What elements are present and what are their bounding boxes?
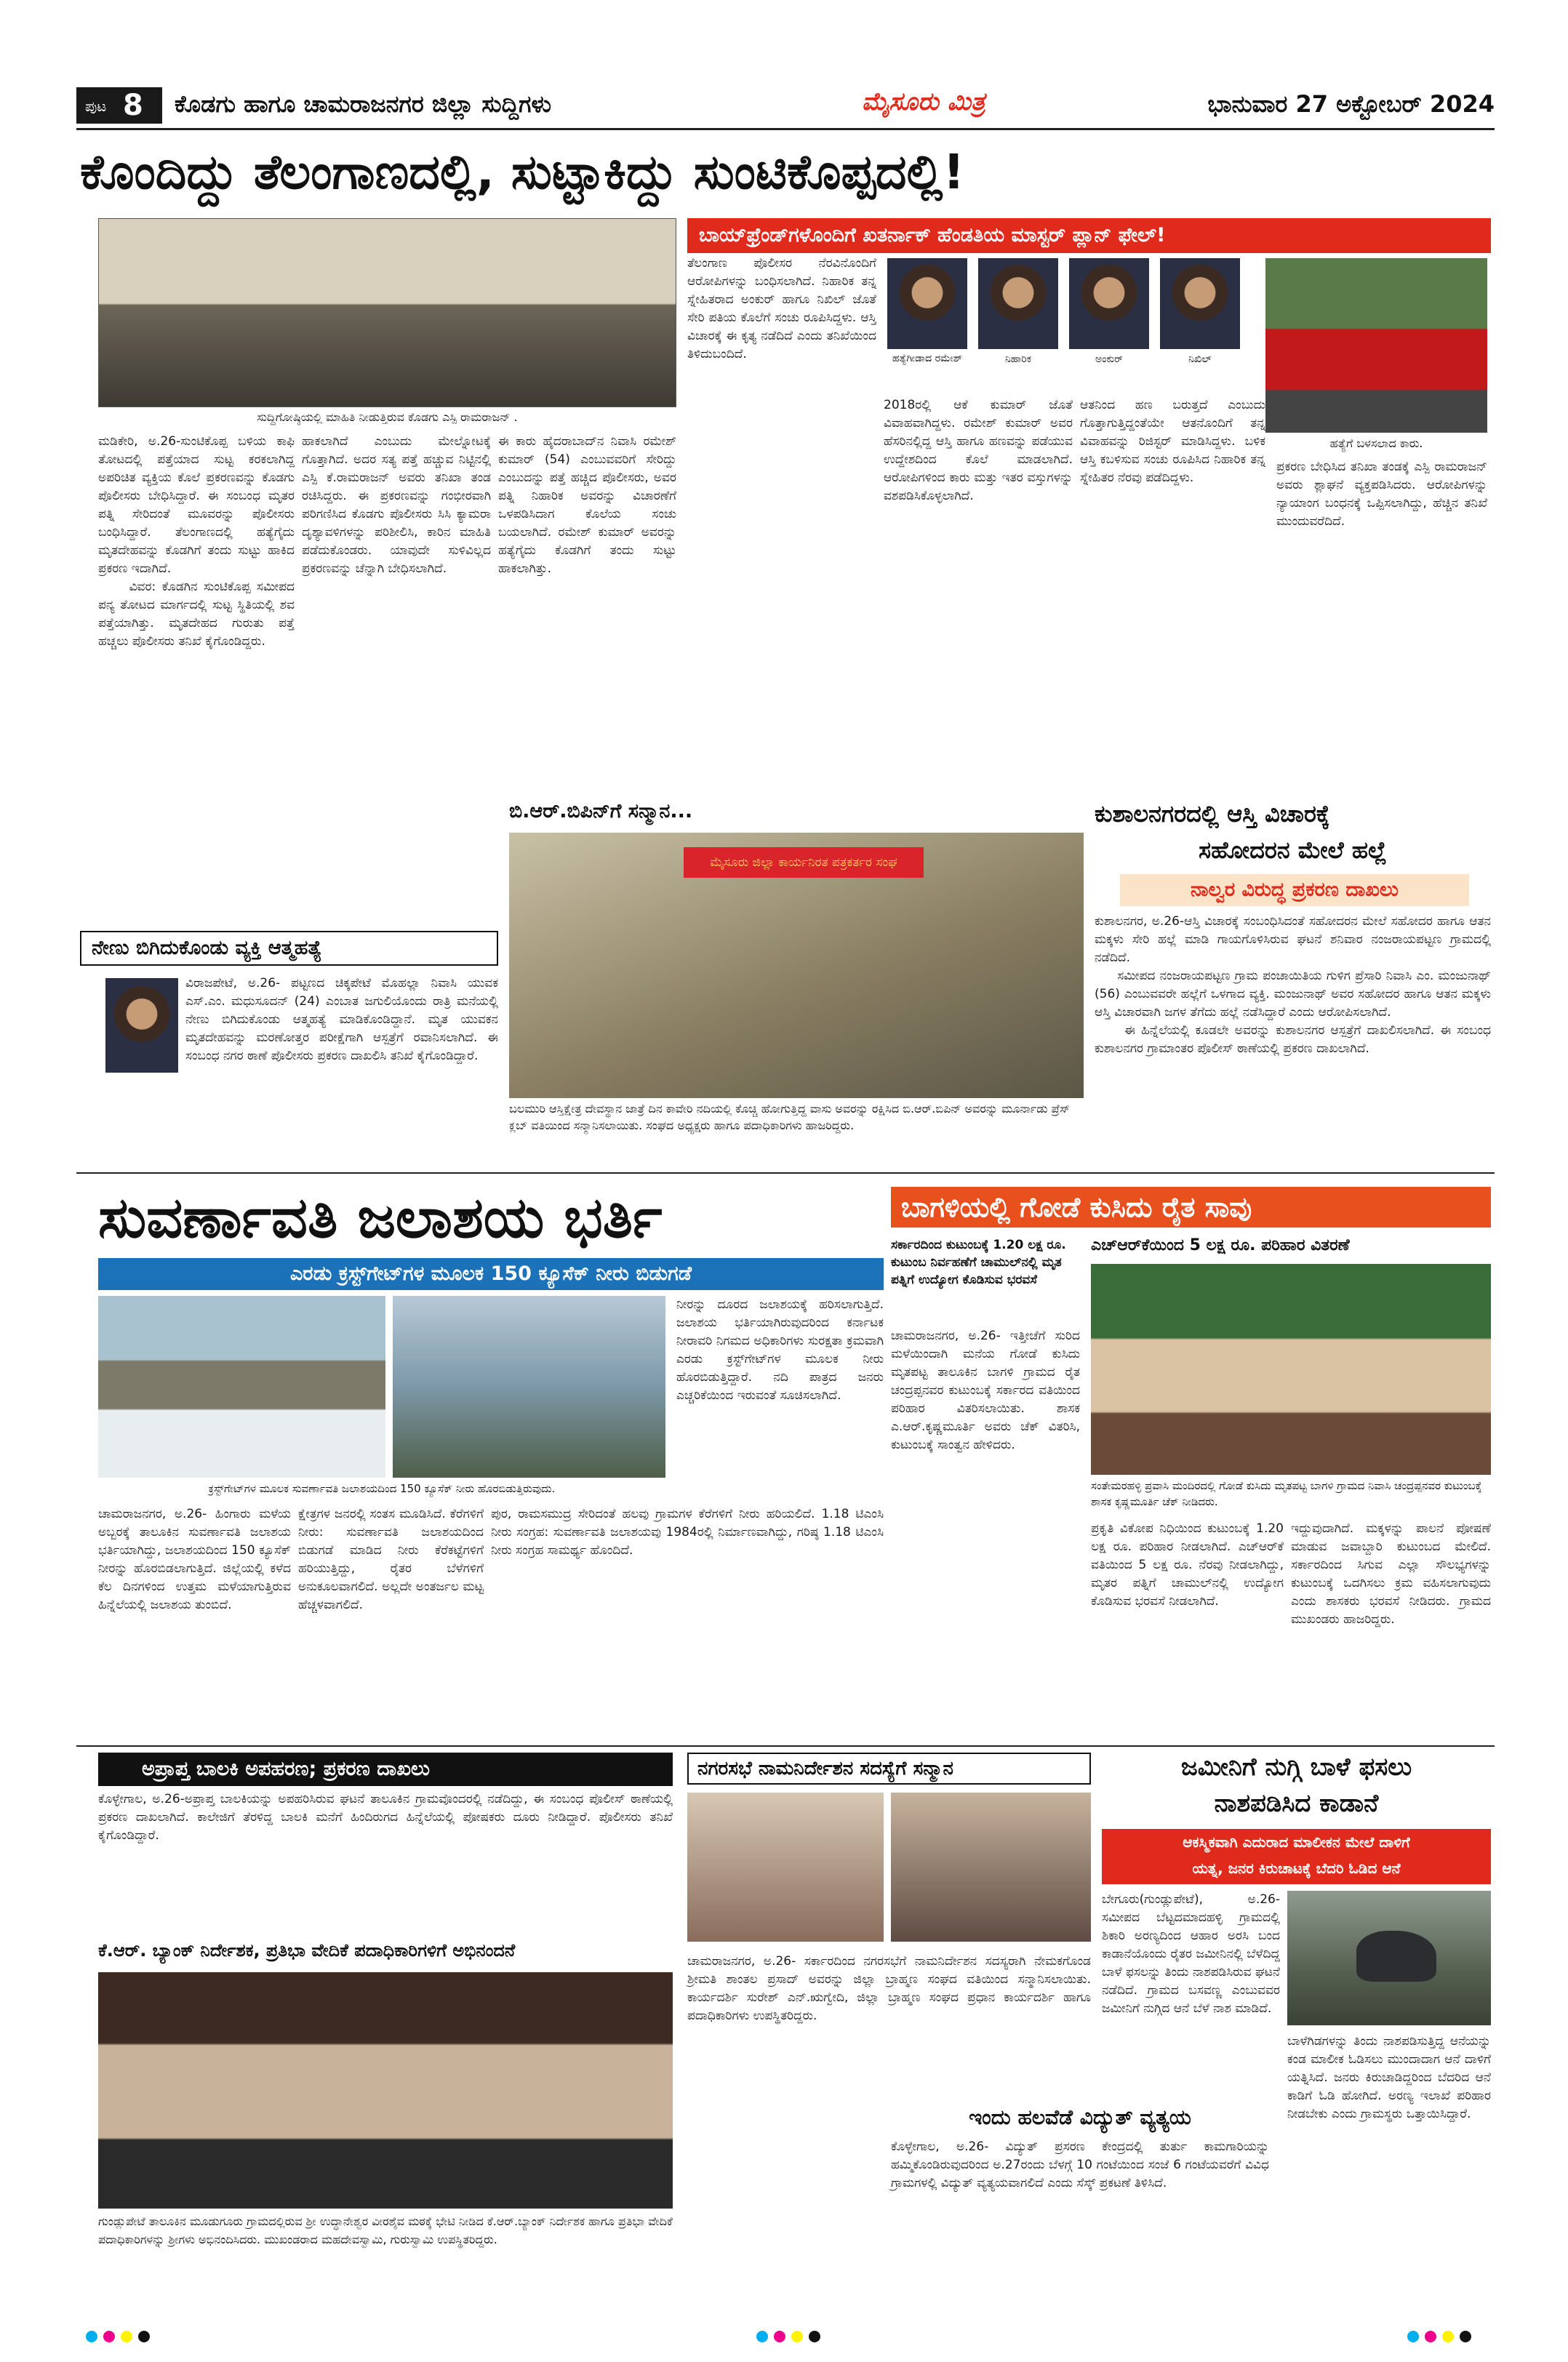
farmer-body-1: ಚಾಮರಾಜನಗರ, ಅ.26- ಇತ್ತೀಚೆಗೆ ಸುರಿದ ಮಳೆಯಿಂದಾಗಿ ಮನೆಯ ಗೋಡೆ ಕುಸಿದು ಮೃತಪಟ್ಟ ತಾಲೂಕಿನ ಬಾಗಳಿ ಗ್ರಾಮದ ರೈತ ಚಂದ್ರಪ್ಪನವರ ಕುಟುಂಬಕ್ಕೆ ಸರ್ಕಾರದ ವತಿಯಿಂದ ಪರಿಹಾರ ವಿತರಿಸಲಾಯಿತು. ಶಾಸಕ ಎ.ಆರ್.ಕೃಷ್ಣಮೂರ್ತಿ ಅವರು ಚೆಕ್ ವಿತರಿಸಿ, ಕುಟುಂಬಕ್ಕೆ ಸಾಂತ್ವನ ಹೇಳಿದರು. <box>891 1329 1084 1452</box>
banana-subhead <box>1102 1829 1491 1884</box>
dam-photo-2 <box>393 1296 665 1478</box>
masthead <box>76 86 1495 127</box>
council-headline: ನಗರಸಭೆ ನಾಮನಿರ್ದೇಶನ ಸದಸ್ಯೆಗೆ ಸನ್ಮಾನ <box>687 1753 1091 1785</box>
car-caption: ಹತ್ಯೆಗೆ ಬಳಸಲಾದ ಕಾರು. <box>1329 436 1423 450</box>
section-divider <box>76 1745 1495 1747</box>
mugshot-3 <box>1069 258 1149 367</box>
paper-logo: ಮೈಸೂರು ಮಿತ್ರ <box>862 87 985 116</box>
kidnap-headline: ಅಪ್ರಾಪ್ತ ಬಾಲಕಿ ಅಪಹರಣ; ಪ್ರಕರಣ ದಾಖಲು <box>98 1753 673 1786</box>
dam-column-b: ಚಾಮರಾಜನಗರ, ಅ.26- ಹಿಂಗಾರು ಮಳೆಯ ಅಬ್ಬರಕ್ಕೆ ತಾಲೂಕಿನ ಸುವರ್ಣಾವತಿ ಜಲಾಶಯ ಭರ್ತಿಯಾಗಿದ್ದು, ಜಲಾಶಯದಿಂದ 150 ಕ್ಯೂಸೆಕ್ ನೀರನ್ನು ಹೊರಬಿಡಲಾಗುತ್ತಿದೆ. ಜಿಲ್ಲೆಯಲ್ಲಿ ಕಳೆದ ಕೆಲ ದಿನಗಳಿಂದ ಉತ್ತಮ ಮಳೆಯಾಗುತ್ತಿರುವ ಹಿನ್ನೆಲೆಯಲ್ಲಿ ಜಲಾಶಯ ತುಂಬಿದೆ. <box>98 1507 295 1612</box>
mugshot-label: ಹತ್ಯೆಗೀಡಾದ ರಮೇಶ್ <box>892 353 963 364</box>
kushalnagar-subhead: ನಾಲ್ವರ ವಿರುದ್ಧ ಪ್ರಕರಣ ದಾಖಲು <box>1120 874 1469 906</box>
lead-column-1: ಮಡಿಕೇರಿ, ಅ.26-ಸುಂಟಿಕೊಪ್ಪ ಬಳಿಯ ಕಾಫಿ ತೋಟದಲ್ಲಿ ಪತ್ತೆಯಾದ ಸುಟ್ಟ ಕರಕಲಾಗಿದ್ದ ಅಪರಿಚಿತ ವ್ಯಕ್ತಿಯ ಕೊಲೆ ಪ್ರಕರಣವನ್ನು ಕೊಡಗು ಪೊಲೀಸರು ಬೇಧಿಸಿದ್ದಾರೆ. ಈ ಸಂಬಂಧ ಮೃತರ ಪತ್ನಿ ಸೇರಿದಂತೆ ಮೂವರನ್ನು ಪೊಲೀಸರು ಬಂಧಿಸಿದ್ದಾರೆ. ತೆಲಂಗಾಣದಲ್ಲಿ ಹತ್ಯೆಗೈದು ಮೃತದೇಹವನ್ನು ಕೊಡಗಿಗೆ ತಂದು ಸುಟ್ಟು ಹಾಕಿದ ಪ್ರಕರಣ ಇದಾಗಿದೆ. ವಿವರ: ಕೊಡಗಿನ ಸುಂಟಿಕೊಪ್ಪ ಸಮೀಪದ ಪನ್ಯ ತೋಟದ ಮಾರ್ಗದಲ್ಲಿ ಸುಟ್ಟ ಸ್ಥಿತಿಯಲ್ಲಿ ಶವ ಪತ್ತೆಯಾಗಿತ್ತು. ಮೃತದೇಹದ ಗುರುತು ಪತ್ತೆ ಹಚ್ಚಲು ಪೊಲೀಸರು ತನಿಖೆ ಕೈಗೊಂಡಿದ್ದರು. <box>98 434 295 649</box>
farmer-photo-caption: ಸಂತೇಮರಹಳ್ಳಿ ಪ್ರವಾಸಿ ಮಂದಿರದಲ್ಲಿ ಗೋಡೆ ಕುಸಿದು ಮೃತಪಟ್ಟ ಬಾಗಳಿ ಗ್ರಾಮದ ನಿವಾಸಿ ಚಂದ್ರಪ್ಪನವರ ಕುಟುಂಬಕ್ಕೆ ಶಾಸಕ ಕೃಷ್ಣಮೂರ್ತಿ ಚೆಕ್ ನೀಡಿದರು. <box>1091 1479 1482 1508</box>
banana-subhead-1: ಆಕಸ್ಮಿಕವಾಗಿ ಎದುರಾದ ಮಾಲೀಕನ ಮೇಲೆ ದಾಳಿಗೆ <box>1183 1833 1410 1851</box>
felicitation-photo <box>509 833 1084 1098</box>
page-number-box <box>76 87 162 124</box>
banana-body-1: ಬೇಗೂರು(ಗುಂಡ್ಲುಪೇಟೆ), ಅ.26- ಸಮೀಪದ ಬೆಟ್ಟದಮಾದಹಳ್ಳಿ ಗ್ರಾಮದಲ್ಲಿ ಶಿಕಾರಿ ಅರಣ್ಯದಿಂದ ಆಹಾರ ಅರಸಿ ಬಂದ ಕಾಡಾನೆಯೊಂದು ರೈತರ ಜಮೀನಿನಲ್ಲಿ ಬೆಳೆದಿದ್ದ ಬಾಳೆ ಫಸಲನ್ನು ತಿಂದು ನಾಶಪಡಿಸಿರುವ ಘಟನೆ ನಡೆದಿದೆ. ಗ್ರಾಮದ ಬಸವಣ್ಣ ಎಂಬುವವರ ಜಮೀನಿಗೆ ನುಗ್ಗಿದ ಆನೆ ಬೆಳೆ ನಾಶ ಮಾಡಿದೆ. <box>1102 1892 1284 2016</box>
farmer-body-2: ಪ್ರಕೃತಿ ವಿಕೋಪ ನಿಧಿಯಿಂದ ಕುಟುಂಬಕ್ಕೆ 1.20 ಲಕ್ಷ ರೂ. ಪರಿಹಾರ ನೀಡಲಾಗಿದೆ. ಎಚ್‌ಆರ್‌ಕೆ ವತಿಯಿಂದ 5 ಲಕ್ಷ ರೂ. ನೆರವು ನೀಡಲಾಗಿದ್ದು, ಮೃತರ ಪತ್ನಿಗೆ ಚಾಮುಲ್‌ನಲ್ಲಿ ಉದ್ಯೋಗ ಕೊಡಿಸುವ ಭರವಸೆ ನೀಡಲಾಗಿದೆ. <box>1091 1521 1288 1609</box>
lead-column-2: ಹಾಕಲಾಗಿದೆ ಎಂಬುದು ಮೇಲ್ನೋಟಕ್ಕೆ ಗೊತ್ತಾಗಿದೆ. ಅದರ ಸತ್ಯ ಪತ್ತೆ ಹಚ್ಚುವ ನಿಟ್ಟಿನಲ್ಲಿ ಎಸ್ಪಿ ಕೆ.ರಾಮರಾಜನ್ ಅವರು ತನಿಖಾ ತಂಡ ರಚಿಸಿದ್ದರು. ಈ ಪ್ರಕರಣವನ್ನು ಗಂಭೀರವಾಗಿ ಪರಿಗಣಿಸಿದ ಕೊಡಗು ಪೊಲೀಸರು ಸಿಸಿ ಕ್ಯಾಮರಾ ದೃಶ್ಯಾವಳಿಗಳನ್ನು ಪರಿಶೀಲಿಸಿ, ಕಾರಿನ ಮಾಹಿತಿ ಪಡೆದುಕೊಂಡರು. ಯಾವುದೇ ಸುಳಿವಿಲ್ಲದ ಪ್ರಕರಣವನ್ನು ಚೆನ್ನಾಗಿ ಬೇಧಿಸಲಾಗಿದೆ. <box>302 434 495 576</box>
color-registration-right <box>1407 2331 1495 2345</box>
banana-headline-1: ಜಮೀನಿಗೆ ನುಗ್ಗಿ ಬಾಳೆ ಫಸಲು <box>1180 1753 1412 1782</box>
dam-photo-1 <box>98 1296 385 1478</box>
lead-column-7: ಪ್ರಕರಣ ಬೇಧಿಸಿದ ತನಿಖಾ ತಂಡಕ್ಕೆ ಎಸ್ಪಿ ರಾಮರಾಜನ್ ಅವರು ಶ್ಲಾಘನೆ ವ್ಯಕ್ತಪಡಿಸಿದರು. ಆರೋಪಿಗಳನ್ನು ನ್ಯಾಯಾಂಗ ಬಂಧನಕ್ಕೆ ಒಪ್ಪಿಸಲಾಗಿದ್ದು, ಹೆಚ್ಚಿನ ತನಿಖೆ ಮುಂದುವರೆದಿದೆ. <box>1276 460 1492 529</box>
color-registration-left <box>86 2331 173 2345</box>
dam-column-c: ಕ್ಷೇತ್ರಗಳ ಜನರಲ್ಲಿ ಸಂತಸ ಮೂಡಿಸಿದೆ. ಕೆರೆಗಳಿಗೆ ನೀರು: ಸುವರ್ಣಾವತಿ ಜಲಾಶಯದಿಂದ ಬಿಡುಗಡೆ ಮಾಡಿದ ನೀರು ಕೆರೆಕಟ್ಟೆಗಳಿಗೆ ಹರಿಯುತ್ತಿದ್ದು, ರೈತರ ಬೆಳೆಗಳಿಗೆ ಅನುಕೂಲವಾಗಲಿದೆ. ಅಲ್ಲದೇ ಅಂತರ್ಜಲ ಮಟ್ಟ ಹೆಚ್ಚಳವಾಗಲಿದೆ. <box>298 1507 488 1612</box>
dam-column-d: ಪುರ, ರಾಮಸಮುದ್ರ ಸೇರಿದಂತೆ ಹಲವು ಗ್ರಾಮಗಳ ಕೆರೆಗಳಿಗೆ ನೀರು ಹರಿಯಲಿದೆ. 1.18 ಟಿಎಂಸಿ ನೀರು ಸಂಗ್ರಹ: ಸುವರ್ಣಾವತಿ ಜಲಾಶಯವು 1984ರಲ್ಲಿ ನಿರ್ಮಾಣವಾಗಿದ್ದು, ಗರಿಷ್ಠ 1.18 ಟಿಎಂಸಿ ನೀರು ಸಂಗ್ರಹ ಸಾಮರ್ಥ್ಯ ಹೊಂದಿದೆ. <box>491 1507 888 1558</box>
lead-photo <box>98 218 676 407</box>
council-body: ಚಾಮರಾಜನಗರ, ಅ.26- ಸರ್ಕಾರದಿಂದ ನಗರಸಭೆಗೆ ನಾಮನಿರ್ದೇಶನ ಸದಸ್ಯರಾಗಿ ನೇಮಕಗೊಂಡ ಶ್ರೀಮತಿ ಶಾಂತಲ ಪ್ರಸಾದ್ ಅವರನ್ನು ಜಿಲ್ಲಾ ಬ್ರಾಹ್ಮಣ ಸಂಘದ ವತಿಯಿಂದ ಸನ್ಮಾನಿಸಲಾಯಿತು. ಕಾರ್ಯದರ್ಶಿ ಸುರೇಶ್ ಎನ್.ಋಗ್ವೇದಿ, ಜಿಲ್ಲಾ ಬ್ರಾಹ್ಮಣ ಸಂಘದ ಪ್ರಧಾನ ಕಾರ್ಯದರ್ಶಿ ಹಾಗೂ ಪದಾಧಿಕಾರಿಗಳು ಉಪಸ್ಥಿತರಿದ್ದರು. <box>687 1954 1095 2023</box>
lead-photo-caption: ಸುದ್ದಿಗೋಷ್ಠಿಯಲ್ಲಿ ಮಾಹಿತಿ ನೀಡುತ್ತಿರುವ ಕೊಡಗು ಎಸ್ಪಿ ರಾಮರಾಜನ್ . <box>257 410 518 424</box>
section-divider <box>76 1172 1495 1174</box>
section-title: ಕೊಡಗು ಹಾಗೂ ಚಾಮರಾಜನಗರ ಜಿಲ್ಲಾ ಸುದ್ದಿಗಳು <box>175 90 552 118</box>
dam-subhead: ಎರಡು ಕ್ರಸ್ಟ್‌ಗೇಟ್‌ಗಳ ಮೂಲಕ 150 ಕ್ಯೂಸೆಕ್ ನೀರು ಬಿಡುಗಡೆ <box>98 1258 884 1290</box>
page-number: 8 <box>123 89 143 122</box>
felicitation-caption: ಬಲಮುರಿ ಆಸ್ತಿಕ್ಷೇತ್ರ ದೇವಸ್ಥಾನ ಜಾತ್ರೆ ದಿನ ಕಾವೇರಿ ನದಿಯಲ್ಲಿ ಕೊಚ್ಚಿ ಹೋಗುತ್ತಿದ್ದ ವಾಸು ಅವರನ್ನು ರಕ್ಷಿಸಿದ ಬಿ.ಆರ್.ಬಿಪಿನ್ ಅವರನ್ನು ಮೂರ್ನಾಡು ಪ್ರೆಸ್ ಕ್ಲಬ್ ವತಿಯಿಂದ ಸನ್ಮಾನಿಸಲಾಯಿತು. ಸಂಘದ ಅಧ್ಯಕ್ಷರು ಹಾಗೂ ಪದಾಧಿಕಾರಿಗಳು ಹಾಜರಿದ್ದರು. <box>509 1102 1070 1132</box>
color-registration-center <box>756 2331 844 2345</box>
banana-body-2: ಬಾಳೆಗಿಡಗಳನ್ನು ತಿಂದು ನಾಶಪಡಿಸುತ್ತಿದ್ದ ಆನೆಯನ್ನು ಕಂಡ ಮಾಲೀಕ ಓಡಿಸಲು ಮುಂದಾದಾಗ ಆನೆ ದಾಳಿಗೆ ಯತ್ನಿಸಿದೆ. ಜನರು ಕಿರುಚಾಡಿದ್ದರಿಂದ ಬೆದರಿದ ಆನೆ ಕಾಡಿಗೆ ಓಡಿ ಹೋಗಿದೆ. ಅರಣ್ಯ ಇಲಾಖೆ ಪರಿಹಾರ ನೀಡಬೇಕು ಎಂದು ಗ್ರಾಮಸ್ಥರು ಒತ್ತಾಯಿಸಿದ್ದಾರೆ. <box>1287 2034 1495 2121</box>
mugshot-label: ನಿಹಾರಿಕ <box>1004 353 1032 365</box>
portrait-image <box>978 258 1058 349</box>
banana-headline-2: ನಾಶಪಡಿಸಿದ ಕಾಡಾನೆ <box>1214 1789 1379 1818</box>
issue-date: ಭಾನುವಾರ 27 ಅಕ್ಟೋಬರ್ 2024 <box>1207 90 1495 118</box>
mugshot-2 <box>978 258 1058 367</box>
portrait-image <box>887 258 967 349</box>
farmer-photo <box>1091 1264 1491 1475</box>
suicide-portrait <box>105 978 178 1073</box>
elephant-shape <box>1356 1931 1436 1982</box>
farmer-compensation: ಸರ್ಕಾರದಿಂದ ಕುಟುಂಬಕ್ಕೆ 1.20 ಲಕ್ಷ ರೂ. ಕುಟುಂಬ ನಿರ್ವಹಣೆಗೆ ಚಾಮುಲ್‌ನಲ್ಲಿ ಮೃತ ಪತ್ನಿಗೆ ಉದ್ಯೋಗ ಕೊಡಿಸುವ ಭರವಸೆ <box>891 1238 1066 1287</box>
masthead-rule <box>76 128 1495 130</box>
power-body: ಕೊಳ್ಳೇಗಾಲ, ಅ.26- ವಿದ್ಯುತ್ ಪ್ರಸರಣ ಕೇಂದ್ರದಲ್ಲಿ ತುರ್ತು ಕಾಮಗಾರಿಯನ್ನು ಹಮ್ಮಿಕೊಂಡಿರುವುದರಿಂದ ಅ.27ರಂದು ಬೆಳಗ್ಗೆ 10 ಗಂಟೆಯಿಂದ ಸಂಜೆ 6 ಗಂಟೆಯವರೆಗೆ ವಿವಿಧ ಗ್ರಾಮಗಳಲ್ಲಿ ವಿದ್ಯುತ್ ವ್ಯತ್ಯಯವಾಗಲಿದೆ ಎಂದು ಸೆಸ್ಕ್ ಪ್ರಕಟಣೆ ತಿಳಿಸಿದೆ. <box>891 2139 1273 2190</box>
portrait-image <box>1160 258 1240 349</box>
banner-text: ಮೈಸೂರು ಜಿಲ್ಲಾ ಕಾರ್ಯನಿರತ ಪತ್ರಕರ್ತರ ಸಂಘ <box>710 855 897 870</box>
bank-photo <box>98 1972 673 2209</box>
mugshot-1 <box>887 258 967 367</box>
farmer-body-3: ಇದ್ದುವುದಾಗಿದೆ. ಮಕ್ಕಳನ್ನು ಪಾಲನೆ ಪೋಷಣೆ ಮಾಡುವ ಜವಾಬ್ದಾರಿ ಕುಟುಂಬದ ಮೇಲಿದೆ. ಸರ್ಕಾರದಿಂದ ಸಿಗುವ ಎಲ್ಲಾ ಸೌಲಭ್ಯಗಳನ್ನು ಕುಟುಂಬಕ್ಕೆ ಒದಗಿಸಲು ಕ್ರಮ ವಹಿಸಲಾಗುವುದು ಎಂದು ಶಾಸಕರು ಭರವಸೆ ನೀಡಿದರು. ಗ್ರಾಮದ ಮುಖಂಡರು ಹಾಜರಿದ್ದರು. <box>1291 1521 1495 1627</box>
lead-column-6: ಆತನಿಂದ ಹಣ ಬರುತ್ತದೆ ಎಂಬುದು ಗೊತ್ತಾಗುತ್ತಿದ್ದಂತೆಯೇ ಆತನೊಂದಿಗೆ ತನ್ನ ವಿವಾಹವನ್ನು ರಿಜಿಸ್ಟರ್ ಮಾಡಿಸಿದ್ದಳು. ಬಳಿಕ ಆಸ್ತಿ ಕಬಳಿಸುವ ಸಂಚು ರೂಪಿಸಿದ ನಿಹಾರಿಕ ತನ್ನ ಸ್ನೇಹಿತರ ನೆರವು ಪಡೆದಿದ್ದಳು. <box>1080 398 1265 485</box>
mugshot-label: ಅಂಕುರ್ <box>1095 353 1124 365</box>
lead-subhead: ಬಾಯ್‌ಫ್ರೆಂಡ್‌ಗಳೊಂದಿಗೆ ಖತರ್ನಾಕ್ ಹೆಂಡತಿಯ ಮಾಸ್ಟರ್ ಪ್ಲಾನ್ ಫೇಲ್! <box>687 218 1491 253</box>
car-photo <box>1265 258 1487 433</box>
felicitation-headline: ಬಿ.ಆರ್.ಬಿಪಿನ್‌ಗೆ ಸನ್ಮಾನ... <box>509 800 693 822</box>
banana-subhead-2: ಯತ್ನ, ಜನರ ಕಿರುಚಾಟಕ್ಕೆ ಬೆದರಿ ಓಡಿದ ಆನೆ <box>1192 1859 1401 1877</box>
kushalnagar-headline-1: ಕುಶಾಲನಗರದಲ್ಲಿ ಆಸ್ತಿ ವಿಚಾರಕ್ಕೆ <box>1095 800 1330 828</box>
mugshot-4 <box>1160 258 1240 367</box>
lead-column-3: ಈ ಕಾರು ಹೈದರಾಬಾದ್‌ನ ನಿವಾಸಿ ರಮೇಶ್ ಕುಮಾರ್ (54) ಎಂಬುವವರಿಗೆ ಸೇರಿದ್ದು ಎಂಬುದನ್ನು ಪತ್ತೆ ಹಚ್ಚಿದ ಪೊಲೀಸರು, ಅವರ ಪತ್ನಿ ನಿಹಾರಿಕ ಅವರನ್ನು ವಿಚಾರಣೆಗೆ ಒಳಪಡಿಸಿದಾಗ ಕೊಲೆಯ ಸಂಚು ಬಯಲಾಗಿದೆ. ರಮೇಶ್ ಕುಮಾರ್ ಅವರನ್ನು ಹತ್ಯೆಗೈದು ಕೊಡಗಿಗೆ ತಂದು ಸುಟ್ಟು ಹಾಕಲಾಗಿತ್ತು. <box>498 434 681 576</box>
suicide-headline: ನೇಣು ಬಿಗಿದುಕೊಂಡು ವ್ಯಕ್ತಿ ಆತ್ಮಹತ್ಯೆ <box>80 931 498 966</box>
dam-headline: ಸುವರ್ಣಾವತಿ ಜಲಾಶಯ ಭರ್ತಿ <box>98 1185 663 1251</box>
kushalnagar-headline-2: ಸಹೋದರನ ಮೇಲೆ ಹಲ್ಲೆ <box>1199 836 1387 864</box>
page-label: ಪುಟ <box>85 97 107 115</box>
bank-headline: ಕೆ.ಆರ್. ಬ್ಯಾಂಕ್ ನಿರ್ದೇಶಕ, ಪ್ರತಿಭಾ ವೇದಿಕೆ ಪದಾಧಿಕಾರಿಗಳಿಗೆ ಅಭಿನಂದನೆ <box>98 1940 516 1961</box>
council-photo-1 <box>687 1793 884 1942</box>
lead-column-4: ತೆಲಂಗಾಣ ಪೊಲೀಸರ ನೆರವಿನೊಂದಿಗೆ ಆರೋಪಿಗಳನ್ನು ಬಂಧಿಸಲಾಗಿದೆ. ನಿಹಾರಿಕ ತನ್ನ ಸ್ನೇಹಿತರಾದ ಅಂಕುರ್ ಹಾಗೂ ನಿಖಿಲ್ ಜೊತೆ ಸೇರಿ ಪತಿಯ ಕೊಲೆಗೆ ಸಂಚು ರೂಪಿಸಿದ್ದಳು. ಆಸ್ತಿ ವಿಚಾರಕ್ಕೆ ಈ ಕೃತ್ಯ ನಡೆದಿದೆ ಎಂದು ತನಿಖೆಯಿಂದ ತಿಳಿದುಬಂದಿದೆ. <box>687 256 881 361</box>
portrait-image <box>1069 258 1149 349</box>
council-photo-2 <box>891 1793 1091 1942</box>
mugshot-label: ನಿಖಿಲ್ <box>1188 353 1212 365</box>
dam-column-a: ನೀರನ್ನು ದೂರದ ಜಲಾಶಯಕ್ಕೆ ಹರಿಸಲಾಗುತ್ತಿದೆ. ಜಲಾಶಯ ಭರ್ತಿಯಾಗಿರುವುದರಿಂದ ಕರ್ನಾಟಕ ನೀರಾವರಿ ನಿಗಮದ ಅಧಿಕಾರಿಗಳು ಸುರಕ್ಷತಾ ಕ್ರಮವಾಗಿ ಎರಡು ಕ್ರಸ್ಟ್‌ಗೇಟ್‌ಗಳ ಮೂಲಕ ನೀರು ಹೊರಬಿಡುತ್ತಿದ್ದಾರೆ. ನದಿ ಪಾತ್ರದ ಜನರು ಎಚ್ಚರಿಕೆಯಿಂದ ಇರುವಂತೆ ಸೂಚಿಸಲಾಗಿದೆ. <box>676 1297 888 1403</box>
kushalnagar-body: ಕುಶಾಲನಗರ, ಅ.26-ಆಸ್ತಿ ವಿಚಾರಕ್ಕೆ ಸಂಬಂಧಿಸಿದಂತೆ ಸಹೋದರನ ಮೇಲೆ ಸಹೋದರ ಹಾಗೂ ಆತನ ಮಕ್ಕಳು ಸೇರಿ ಹಲ್ಲೆ ಮಾಡಿ ಗಾಯಗೊಳಿಸಿರುವ ಘಟನೆ ಶನಿವಾರ ನಂಜರಾಯಪಟ್ಟಣ ಗ್ರಾಮದಲ್ಲಿ ನಡೆದಿದೆ. ಸಮೀಪದ ನಂಜರಾಯಪಟ್ಟಣ ಗ್ರಾಮ ಪಂಚಾಯಿತಿಯ ಗುಳಿಗ ಪ್ರೆಸಾರಿ ನಿವಾಸಿ ಎಂ. ಮಂಜುನಾಥ್ (56) ಎಂಬುವವರೇ ಹಲ್ಲೆಗೆ ಒಳಗಾದ ವ್ಯಕ್ತಿ. ಮಂಜುನಾಥ್ ಅವರ ಸಹೋದರ ಹಾಗೂ ಆತನ ಮಕ್ಕಳು ಆಸ್ತಿ ವಿಚಾರವಾಗಿ ಜಗಳ ತೆಗೆದು ಹಲ್ಲೆ ನಡೆಸಿದ್ದಾರೆ ಎಂದು ಆರೋಪಿಸಲಾಗಿದೆ. ಈ ಹಿನ್ನೆಲೆಯಲ್ಲಿ ಕೂಡಲೇ ಅವರನ್ನು ಕುಶಾಲನಗರ ಆಸ್ಪತ್ರೆಗೆ ದಾಖಲಿಸಲಾಗಿದೆ. ಈ ಸಂಬಂಧ ಕುಶಾಲನಗರ ಗ್ರಾಮಾಂತರ ಪೊಲೀಸ್ ಠಾಣೆಯಲ್ಲಿ ಪ್ರಕರಣ ದಾಖಲಾಗಿದೆ. <box>1095 914 1491 1056</box>
dam-caption: ಕ್ರಸ್ಟ್‌ಗೇಟ್‌ಗಳ ಮೂಲಕ ಸುವರ್ಣಾವತಿ ಜಲಾಶಯದಿಂದ 150 ಕ್ಯೂಸೆಕ್ ನೀರು ಹೊರಬಿಡುತ್ತಿರುವುದು. <box>208 1482 556 1495</box>
power-headline: ಇಂದು ಹಲವೆಡೆ ವಿದ್ಯುತ್ ವ್ಯತ್ಯಯ <box>969 2105 1191 2129</box>
kidnap-body: ಕೊಳ್ಳೇಗಾಲ, ಅ.26-ಅಪ್ರಾಪ್ತ ಬಾಲಕಿಯನ್ನು ಅಪಹರಿಸಿರುವ ಘಟನೆ ತಾಲೂಕಿನ ಗ್ರಾಮವೊಂದರಲ್ಲಿ ನಡೆದಿದ್ದು, ಈ ಸಂಬಂಧ ಪೊಲೀಸ್ ಠಾಣೆಯಲ್ಲಿ ಪ್ರಕರಣ ದಾಖಲಾಗಿದೆ. ಕಾಲೇಜಿಗೆ ತೆರಳಿದ್ದ ಬಾಲಕಿ ಮನೆಗೆ ಹಿಂದಿರುಗದ ಹಿನ್ನೆಲೆಯಲ್ಲಿ ಪೋಷಕರು ದೂರು ನೀಡಿದ್ದಾರೆ. ಪೊಲೀಸರು ತನಿಖೆ ಕೈಗೊಂಡಿದ್ದಾರೆ. <box>98 1792 677 1843</box>
bank-caption: ಗುಂಡ್ಲುಪೇಟೆ ತಾಲೂಕಿನ ಮೂಡುಗೂರು ಗ್ರಾಮದಲ್ಲಿರುವ ಶ್ರೀ ಉದ್ಧಾನೇಶ್ವರ ವೀರಶೈವ ಮಠಕ್ಕೆ ಭೇಟಿ ನೀಡಿದ ಕೆ.ಆರ್.ಬ್ಯಾಂಕ್ ನಿರ್ದೇಶಕ ಹಾಗೂ ಪ್ರತಿಭಾ ವೇದಿಕೆ ಪದಾಧಿಕಾರಿಗಳನ್ನು ಶ್ರೀಗಳು ಅಭಿನಂದಿಸಿದರು. ಮುಖಂಡರಾದ ಮಹದೇವಸ್ವಾಮಿ, ಗುರುಸ್ವಾಮಿ ಉಪಸ್ಥಿತರಿದ್ದರು. <box>98 2214 673 2246</box>
farmer-headline: ಬಾಗಳಿಯಲ್ಲಿ ಗೋಡೆ ಕುಸಿದು ರೈತ ಸಾವು <box>891 1187 1491 1228</box>
elephant-photo <box>1287 1891 1491 2025</box>
farmer-compensation-2: ಎಚ್‌ಆರ್‌ಕೆಯಿಂದ 5 ಲಕ್ಷ ರೂ. ಪರಿಹಾರ ವಿತರಣೆ <box>1091 1236 1350 1254</box>
lead-column-5: 2018ರಲ್ಲಿ ಆಕೆ ಕುಮಾರ್ ಜೊತೆ ವಿವಾಹವಾಗಿದ್ದಳು. ರಮೇಶ್ ಕುಮಾರ್ ಅವರ ಹೆಸರಿನಲ್ಲಿದ್ದ ಆಸ್ತಿ ಹಾಗೂ ಹಣವನ್ನು ಪಡೆಯುವ ಉದ್ದೇಶದಿಂದ ಕೊಲೆ ಮಾಡಲಾಗಿದೆ. ಆರೋಪಿಗಳಿಂದ ಕಾರು ಮತ್ತು ಇತರ ವಸ್ತುಗಳನ್ನು ವಶಪಡಿಸಿಕೊಳ್ಳಲಾಗಿದೆ. <box>884 398 1077 503</box>
lead-headline: ಕೊಂದಿದ್ದು ತೆಲಂಗಾಣದಲ್ಲಿ, ಸುಟ್ಟಾಕಿದ್ದು ಸುಂಟಿಕೊಪ್ಪದಲ್ಲಿ! <box>80 144 965 200</box>
suicide-body: ವಿರಾಜಪೇಟೆ, ಅ.26- ಪಟ್ಟಣದ ಚಿಕ್ಕಪೇಟೆ ಮೊಹಲ್ಲಾ ನಿವಾಸಿ ಯುವಕ ಎಸ್.ಎಂ. ಮಧುಸೂದನ್ (24) ಎಂಬಾತ ಜಗುಲಿಯೊಂದು ರಾತ್ರಿ ಮನೆಯಲ್ಲಿ ನೇಣು ಬಿಗಿದುಕೊಂಡು ಆತ್ಮಹತ್ಯೆ ಮಾಡಿಕೊಂಡಿದ್ದಾನೆ. ಮೃತ ಯುವಕನ ಮೃತದೇಹವನ್ನು ಮರಣೋತ್ತರ ಪರೀಕ್ಷೆಗಾಗಿ ಆಸ್ಪತ್ರೆಗೆ ರವಾನಿಸಲಾಗಿದೆ. ಈ ಸಂಬಂಧ ನಗರ ಠಾಣೆ ಪೊಲೀಸರು ಪ್ರಕರಣ ದಾಖಲಿಸಿ ತನಿಖೆ ಕೈಗೊಂಡಿದ್ದಾರೆ. <box>185 976 503 1063</box>
felicitation-banner <box>684 847 924 878</box>
